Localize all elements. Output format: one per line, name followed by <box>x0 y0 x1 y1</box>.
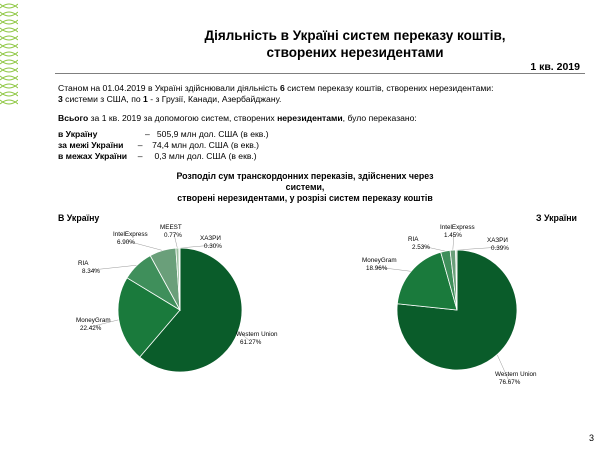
transfer-row: за межі України – 74,4 млн дол. США (в екв.) <box>58 140 260 150</box>
slice-value-ria: 8.34% <box>82 268 100 275</box>
slice-name-intelexpress: IntelExpress <box>440 224 475 231</box>
slice-name-khazri: ХАЗРИ <box>487 237 508 244</box>
transfer-row: в межах України – 0,3 млн дол. США (в екв.) <box>58 151 257 161</box>
transfers-heading: Всього за 1 кв. 2019 за допомогою систем, створених нерезидентами, було переказано: <box>58 113 417 123</box>
slice-name-western-union: Western Union <box>236 331 278 338</box>
title-line-2: створених нерезидентами <box>266 45 444 60</box>
intro-line-2: 3 системи з США, по 1 - з Грузії, Канади, Азербайджану. <box>58 94 282 104</box>
slice-value-khazri: 0.30% <box>204 243 222 250</box>
slice-value-ria: 2.53% <box>412 244 430 251</box>
slice-name-moneygram: MoneyGram <box>76 317 111 324</box>
transfer-row: в Україну – 505,9 млн дол. США (в екв.) <box>58 129 269 139</box>
slice-name-intelexpress: IntelExpress <box>113 231 148 238</box>
page-number: 3 <box>588 433 594 443</box>
pie-title-inbound: В Україну <box>58 213 100 223</box>
slice-value-moneygram: 18.96% <box>366 265 388 272</box>
slice-value-western-union: 76.67% <box>499 379 521 386</box>
slice-name-khazri: ХАЗРИ <box>200 235 221 242</box>
chart-title: Розподіл сум транскордонних переказів, здійснених через системи, створені нерезидентами, у розрізі систем переказу коштів <box>176 171 434 203</box>
slice-value-khazri: 0.39% <box>491 245 509 252</box>
slice-name-ria: RIA <box>78 260 89 267</box>
slice-name-moneygram: MoneyGram <box>362 257 397 264</box>
slice-name-western-union: Western Union <box>495 371 537 378</box>
slice-name-ria: RIA <box>408 236 419 243</box>
slice-value-intelexpress: 1.45% <box>444 232 462 239</box>
slice-name-meest: MEEST <box>160 224 182 231</box>
intro-line-1: Станом на 01.04.2019 в Україні здійснювали діяльність 6 систем переказу коштів, створених нерезидентами: <box>58 83 494 93</box>
slice-value-western-union: 61.27% <box>240 339 262 346</box>
slice-value-moneygram: 22.42% <box>80 325 102 332</box>
slice-value-intelexpress: 6.90% <box>117 239 135 246</box>
period-label: 1 кв. 2019 <box>530 61 580 73</box>
pie-title-outbound: З України <box>536 213 577 223</box>
title-line-1: Діяльність в Україні систем переказу коштів, <box>204 28 506 43</box>
slice-value-meest: 0.77% <box>164 232 182 239</box>
